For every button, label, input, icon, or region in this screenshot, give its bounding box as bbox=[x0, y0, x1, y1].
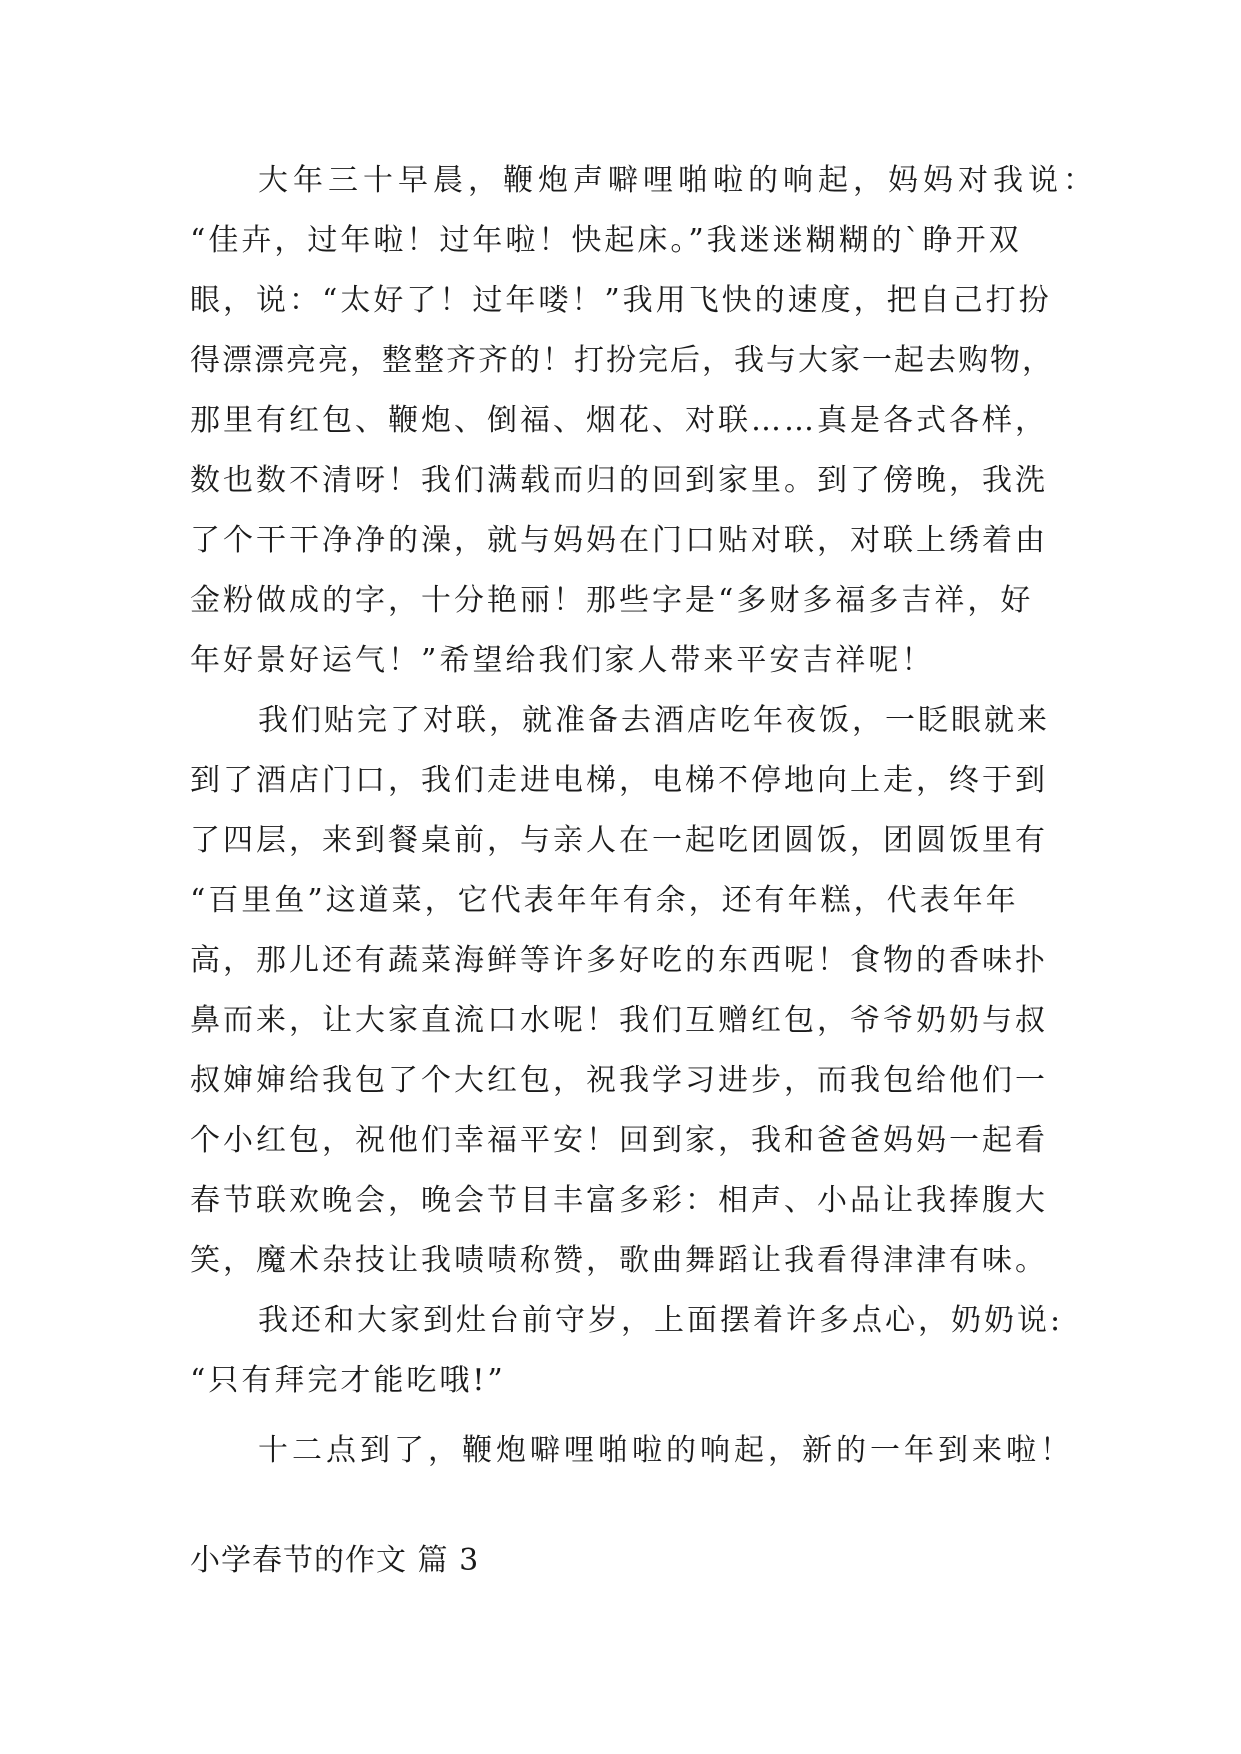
text-line: 金粉做成的字，十分艳丽！那些字是“多财多福多吉祥，好 bbox=[190, 583, 1034, 618]
text-line: 得漂漂亮亮，整整齐齐的！打扮完后，我与大家一起去购物， bbox=[190, 343, 1054, 378]
text-line: 笑，魔术杂技让我啧啧称赞，歌曲舞蹈让我看得津津有味。 bbox=[190, 1243, 1048, 1278]
text-line: 叔婶婶给我包了个大红包，祝我学习进步，而我包给他们一 bbox=[190, 1063, 1048, 1098]
text-line: 鼻而来，让大家直流口水呢！我们互赠红包，爷爷奶奶与叔 bbox=[190, 1003, 1048, 1038]
text-line: 到了酒店门口，我们走进电梯，电梯不停地向上走，终于到 bbox=[190, 763, 1048, 798]
text-line: 十二点到了，鞭炮噼哩啪啦的响起，新的一年到来啦！ bbox=[258, 1433, 1074, 1468]
text-line: “只有拜完才能吃哦!” bbox=[190, 1363, 506, 1398]
text-line: “佳卉，过年啦！过年啦！快起床。”我迷迷糊糊的`睁开双 bbox=[190, 223, 1022, 258]
text-line: 我还和大家到灶台前守岁，上面摆着许多点心，奶奶说: bbox=[258, 1303, 1064, 1338]
text-line: 那里有红包、鞭炮、倒福、烟花、对联……真是各式各样， bbox=[190, 403, 1048, 438]
text-line: 高，那儿还有蔬菜海鲜等许多好吃的东西呢！食物的香味扑 bbox=[190, 943, 1048, 978]
text-line: 春节联欢晚会，晚会节目丰富多彩：相声、小品让我捧腹大 bbox=[190, 1183, 1048, 1218]
text-line: 了个干干净净的澡，就与妈妈在门口贴对联，对联上绣着由 bbox=[190, 523, 1048, 558]
text-line: 眼，说：“太好了！过年喽！”我用飞快的速度，把自己打扮 bbox=[190, 283, 1052, 318]
section-heading: 小学春节的作文 篇 3 bbox=[190, 1543, 480, 1578]
text-line: “百里鱼”这道菜，它代表年年有余，还有年糕，代表年年 bbox=[190, 883, 1019, 918]
text-line: 个小红包，祝他们幸福平安！回到家，我和爸爸妈妈一起看 bbox=[190, 1123, 1048, 1158]
text-line: 我们贴完了对联，就准备去酒店吃年夜饭，一眨眼就来 bbox=[258, 703, 1050, 738]
text-line: 年好景好运气！”希望给我们家人带来平安吉祥呢！ bbox=[190, 643, 935, 678]
text-line: 数也数不清呀！我们满载而归的回到家里。到了傍晚，我洗 bbox=[190, 463, 1048, 498]
text-line: 了四层，来到餐桌前，与亲人在一起吃团圆饭，团圆饭里有 bbox=[190, 823, 1048, 858]
text-line: 大年三十早晨，鞭炮声噼哩啪啦的响起，妈妈对我说： bbox=[258, 163, 1098, 198]
